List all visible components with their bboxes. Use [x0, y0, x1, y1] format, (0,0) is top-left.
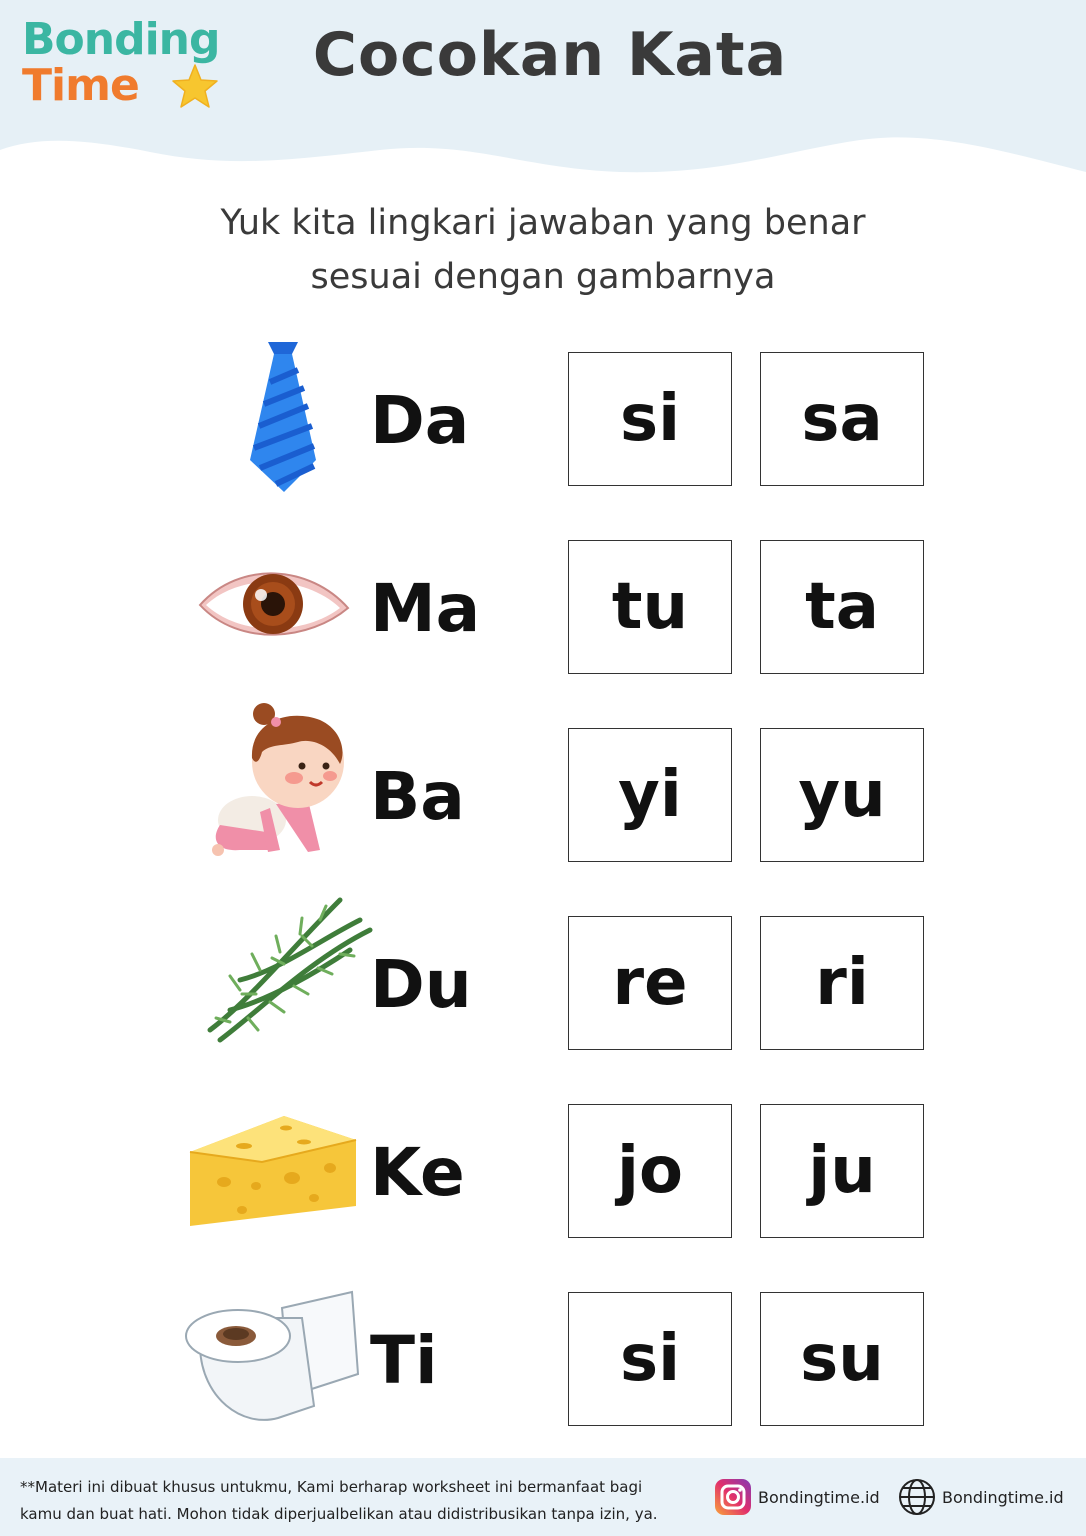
website-link[interactable] [898, 1478, 1064, 1516]
page-header [0, 0, 1086, 180]
eye-icon [180, 540, 360, 700]
answer-option-a[interactable]: si [568, 1292, 732, 1426]
instruction-line-1: Yuk kita lingkari jawaban yang benar [220, 203, 866, 243]
website-url: Bondingtime.id [942, 1487, 1064, 1507]
answer-option-b[interactable]: su [760, 1292, 924, 1426]
instagram-handle: Bondingtime.id [758, 1487, 880, 1507]
brand-logo [22, 14, 220, 111]
syllable-label: Du [370, 946, 472, 1023]
footer-note [20, 1474, 690, 1528]
exercise-row-4 [0, 916, 1086, 1052]
syllable-label: Da [370, 382, 470, 459]
baby-icon [180, 700, 360, 860]
page-title: Cocokan Kata [312, 20, 788, 90]
thorny-vine-icon [200, 890, 380, 1050]
exercise-row-2 [0, 540, 1086, 676]
syllable-label: Ke [370, 1134, 465, 1211]
syllable-label: Ti [370, 1322, 438, 1399]
answer-option-a[interactable]: jo [568, 1104, 732, 1238]
star-icon [170, 62, 220, 112]
exercise-row-1 [0, 352, 1086, 488]
exercise-row-6 [0, 1292, 1086, 1428]
exercise-row-5 [0, 1104, 1086, 1240]
answer-option-b[interactable]: sa [760, 352, 924, 486]
instruction-text [100, 196, 986, 304]
footer-note-line-1: **Materi ini dibuat khusus untukmu, Kami berharap worksheet ini bermanfaat bagi [20, 1478, 643, 1496]
logo-text-time: Time [22, 60, 139, 111]
answer-option-b[interactable]: ju [760, 1104, 924, 1238]
logo-text-bonding: Bonding [22, 14, 220, 65]
answer-option-a[interactable]: si [568, 352, 732, 486]
tissue-roll-icon [182, 1278, 362, 1438]
instruction-line-2: sesuai dengan gambarnya [310, 257, 776, 297]
globe-icon [898, 1478, 936, 1516]
answer-option-b[interactable]: ri [760, 916, 924, 1050]
exercise-row-3 [0, 728, 1086, 864]
footer-note-line-2: kamu dan buat hati. Mohon tidak diperjualbelikan atau didistribusikan tanpa izin, ya. [20, 1505, 658, 1523]
answer-option-a[interactable]: tu [568, 540, 732, 674]
answer-option-a[interactable]: re [568, 916, 732, 1050]
answer-option-a[interactable]: yi [568, 728, 732, 862]
instagram-icon [714, 1478, 752, 1516]
answer-option-b[interactable]: ta [760, 540, 924, 674]
syllable-label: Ba [370, 758, 465, 835]
syllable-label: Ma [370, 570, 481, 647]
page-footer [0, 1458, 1086, 1536]
answer-option-b[interactable]: yu [760, 728, 924, 862]
necktie-icon [180, 342, 360, 502]
instagram-link[interactable] [714, 1478, 880, 1516]
cheese-icon [184, 1098, 364, 1258]
